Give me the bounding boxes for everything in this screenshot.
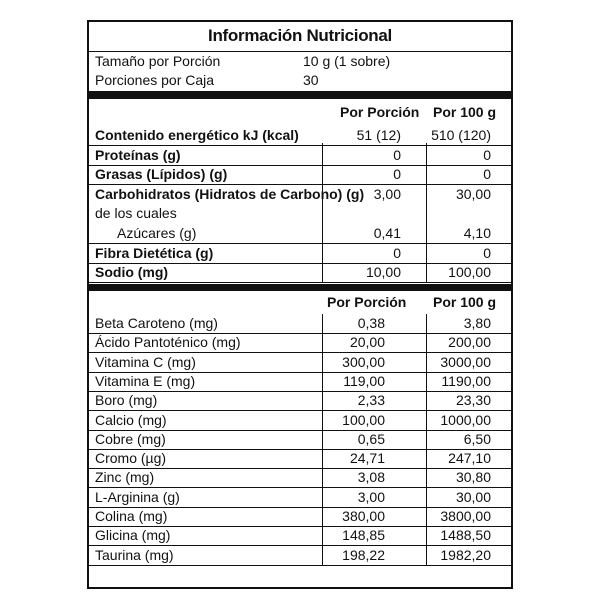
micro-row-per-100g: 3,80: [463, 315, 491, 331]
micro-column-divider: [322, 314, 323, 566]
macro-row-label: Carbohidratos (Hidratos de Carbono) (g): [95, 185, 365, 202]
title-divider: [89, 51, 511, 52]
micros-col1-header: Por Porción: [327, 294, 407, 310]
macro-row-per-100g: 0: [483, 146, 491, 163]
micro-row: [89, 488, 511, 508]
micro-row-label: Beta Caroteno (mg): [95, 315, 218, 331]
micro-row-label: Cobre (mg): [95, 430, 166, 447]
macro-row-label: Grasas (Lípidos) (g): [95, 166, 228, 183]
micro-row-per-serving: 2,33: [357, 392, 385, 409]
micro-column-divider: [426, 314, 427, 566]
macro-row-per-serving: 0: [393, 146, 401, 163]
micros-col2-header: Por 100 g: [433, 294, 497, 310]
micro-row: [89, 372, 511, 392]
thick-divider-mid: [89, 284, 511, 291]
micro-row-label: Colina (mg): [95, 508, 168, 524]
macro-row: [89, 224, 511, 244]
micro-row: [89, 314, 511, 334]
macro-row-label: Contenido energético kJ (kcal): [95, 127, 299, 143]
macro-row-per-100g: 0: [483, 244, 491, 261]
micro-row-per-serving: 0,65: [357, 430, 385, 447]
macro-row-label: Fibra Dietética (g): [95, 244, 214, 261]
serving-size-label: Tamaño por Porción: [95, 53, 221, 69]
macro-row-per-serving: 0: [393, 166, 401, 183]
thick-divider-top: [89, 91, 511, 99]
macro-row-per-100g: 100,00: [448, 264, 491, 281]
micro-row-per-100g: 3000,00: [440, 353, 491, 370]
macro-row: [89, 126, 511, 146]
micro-row-label: Zinc (mg): [95, 469, 155, 486]
micro-row-per-100g: 1982,20: [440, 546, 491, 563]
micro-row-per-100g: 3800,00: [440, 508, 491, 524]
micro-row-per-100g: 1190,00: [441, 372, 491, 389]
micro-row-per-100g: 30,80: [455, 469, 491, 486]
macro-row: [89, 146, 511, 166]
micro-row-per-serving: 20,00: [349, 334, 385, 351]
micro-row-per-serving: 3,00: [357, 488, 385, 505]
macro-row: [89, 263, 511, 283]
macros-col2-header: Por 100 g: [433, 104, 497, 120]
micro-row-label: Taurina (mg): [95, 546, 174, 563]
macro-row: [89, 165, 511, 185]
macro-row: [89, 185, 511, 204]
micro-row-per-serving: 24,71: [349, 450, 385, 467]
micro-row-per-100g: 200,00: [448, 334, 491, 351]
micro-row-per-serving: 148,85: [342, 527, 385, 544]
macro-row-per-100g: 30,00: [455, 185, 491, 202]
micro-row: [89, 411, 511, 431]
micro-row: [89, 507, 511, 527]
micro-row-label: Boro (mg): [95, 392, 158, 409]
micro-row-label: Vitamina E (mg): [95, 372, 196, 389]
servings-per-box-label: Porciones por Caja: [95, 72, 215, 88]
servings-per-box-value: 30: [303, 72, 319, 88]
micro-row: [89, 430, 511, 450]
label-title: Información Nutricional: [208, 26, 392, 45]
micro-row-label: Calcio (mg): [95, 411, 167, 428]
macro-row-per-serving: 51 (12): [356, 127, 401, 143]
macro-row-per-serving: 0,41: [373, 225, 401, 241]
micro-row-per-serving: 0,38: [357, 315, 385, 331]
micro-row: [89, 449, 511, 469]
micro-row-per-100g: 247,10: [448, 450, 491, 467]
macro-row-label: Sodio (mg): [95, 264, 169, 281]
serving-size-value: 10 g (1 sobre): [303, 53, 391, 69]
micro-row-per-serving: 3,08: [357, 469, 385, 486]
micro-row-per-serving: 100,00: [342, 411, 385, 428]
micro-row: [89, 546, 511, 566]
macro-row-per-100g: 0: [483, 166, 491, 183]
macro-row-per-serving: 10,00: [365, 264, 401, 281]
macro-column-divider: [322, 143, 323, 283]
nutrition-label: [87, 20, 513, 589]
micro-row-per-serving: 198,22: [342, 546, 385, 563]
micro-row: [89, 468, 511, 488]
macro-row-per-100g: 4,10: [463, 225, 491, 241]
macros-col1-header: Por Porción: [340, 104, 420, 120]
micro-row-per-100g: 1000,00: [440, 411, 491, 428]
macro-row: [89, 244, 511, 264]
micro-row: [89, 526, 511, 546]
micro-row-per-serving: 119,00: [343, 372, 385, 389]
micro-row-label: Glicina (mg): [95, 527, 171, 544]
micro-row-per-100g: 6,50: [463, 430, 491, 447]
macro-row-per-100g: 510 (120): [431, 127, 491, 143]
micro-row-label: Vitamina C (mg): [95, 353, 196, 370]
micro-row-per-serving: 380,00: [342, 508, 385, 524]
macro-column-divider: [426, 143, 427, 283]
micro-row: [89, 353, 511, 373]
micro-row-label: Cromo (µg): [95, 450, 167, 467]
macro-row-label: Azúcares (g): [117, 225, 197, 241]
macro-row-per-serving: 3,00: [373, 185, 401, 202]
micro-row: [89, 333, 511, 353]
micro-row-label: L-Arginina (g): [95, 488, 180, 505]
micro-row-per-100g: 1488,50: [440, 527, 491, 544]
micro-row-per-100g: 30,00: [455, 488, 491, 505]
macro-row-label: Proteínas (g): [95, 146, 181, 163]
micro-row: [89, 391, 511, 411]
micro-row-per-serving: 300,00: [342, 353, 385, 370]
micro-row-label: Ácido Pantoténico (mg): [95, 334, 241, 351]
macro-row-per-serving: 0: [393, 244, 401, 261]
micro-row-per-100g: 23,30: [455, 392, 491, 409]
macro-row: [89, 204, 511, 223]
macro-row-label: de los cuales: [95, 205, 177, 222]
